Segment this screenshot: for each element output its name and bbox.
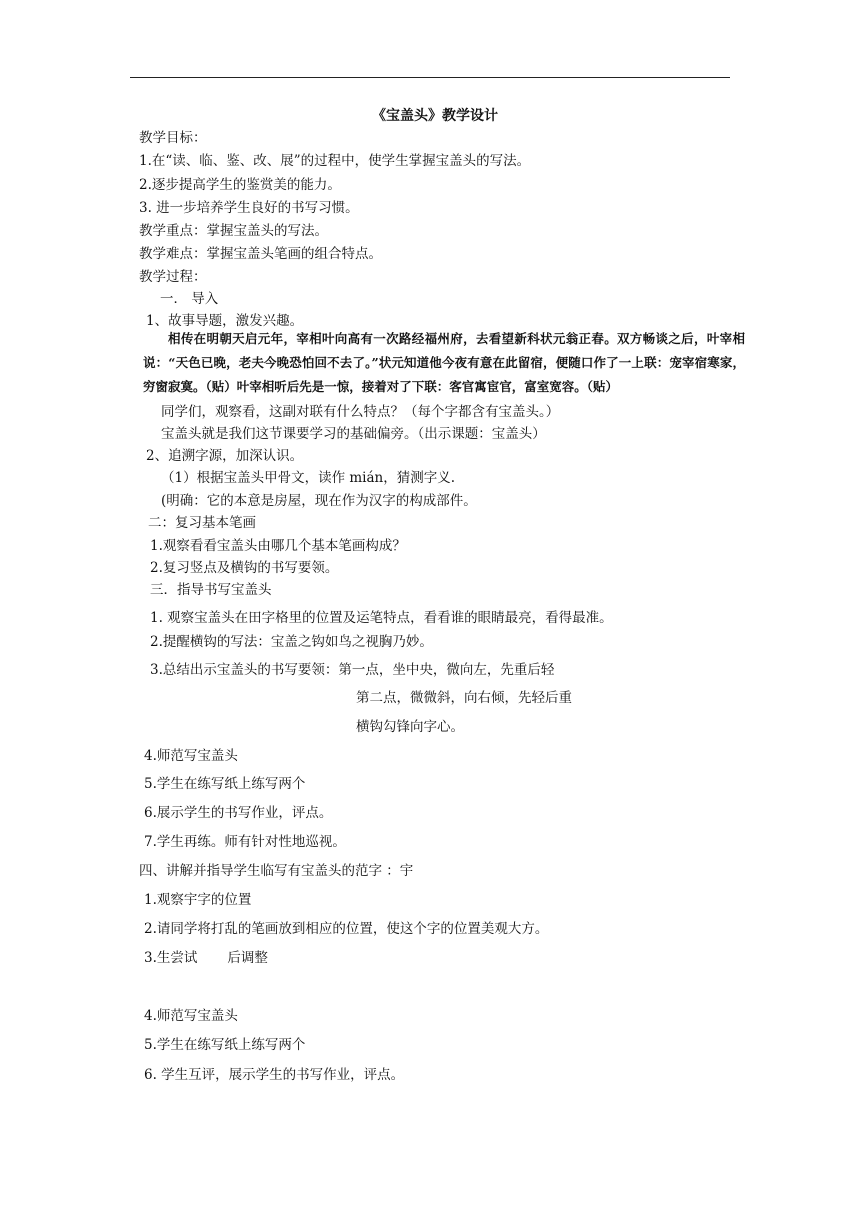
header-rule xyxy=(130,77,730,78)
story-paragraph: 相传在明朝天启元年，宰相叶向高有一次路经福州府，去看望新科状元翁正春。双方畅谈之后，叶宰相说：“天色已晚，老夫今晚恐怕回不去了。”状元知道他今夜有意在此留宿，便随口作了一上联：宠宰宿寒家，穷窗寂寞。（贴）叶宰相听后先是一惊，接着对了下联：客官寓宦官，富室宽容。（贴） xyxy=(143,331,745,394)
list-item: 1.观察宇字的位置 xyxy=(144,892,252,908)
section-heading: 二：复习基本笔画 xyxy=(148,515,256,531)
document-title: 《宝盖头》教学设计 xyxy=(372,108,498,124)
list-item: 2.复习竖点及横钩的书写要领。 xyxy=(150,560,339,576)
list-item: 5.学生在练写纸上练写两个 xyxy=(144,776,306,792)
list-item: 2.请同学将打乱的笔画放到相应的位置，使这个字的位置美观大方。 xyxy=(144,921,549,937)
list-item: 1、故事导题，激发兴趣。 xyxy=(146,313,304,329)
list-item: 第二点，微微斜，向右倾，先轻后重 xyxy=(356,690,572,706)
goal-item: 2.逐步提高学生的鉴赏美的能力。 xyxy=(139,177,341,193)
list-item: 2.提醒横钩的写法：宝盖之钩如鸟之视胸乃妙。 xyxy=(150,634,433,650)
list-item: 4.师范写宝盖头 xyxy=(144,748,238,764)
list-item: 4.师范写宝盖头 xyxy=(144,1008,238,1024)
goal-item: 1.在“读、临、鉴、改、展”的过程中，使学生掌握宝盖头的写法。 xyxy=(139,153,531,169)
key-point: 教学重点：掌握宝盖头的写法。 xyxy=(139,223,328,239)
list-item: 1.观察看看宝盖头由哪几个基本笔画构成？ xyxy=(150,538,406,554)
goals-heading: 教学目标： xyxy=(139,130,207,146)
section-heading: 一． 导入 xyxy=(160,291,219,307)
process-heading: 教学过程： xyxy=(139,269,207,285)
list-item: 2、追溯字源，加深认识。 xyxy=(146,448,304,464)
list-item: （1）根据宝盖头甲骨文，读作 mián，猜测字义. xyxy=(161,470,456,486)
paragraph: 同学们，观察看，这副对联有什么特点？（每个字都含有宝盖头。） xyxy=(161,404,560,420)
section-heading: 三．指导书写宝盖头 xyxy=(150,582,272,598)
list-item: 5.学生在练写纸上练写两个 xyxy=(144,1037,306,1053)
paragraph: 宝盖头就是我们这节课要学习的基础偏旁。（出示课题：宝盖头） xyxy=(161,426,546,442)
list-item: (明确：它的本意是房屋，现在作为汉字的构成部件。 xyxy=(161,493,477,509)
list-item: 1. 观察宝盖头在田字格里的位置及运笔特点，看看谁的眼睛最亮，看得最准。 xyxy=(150,610,613,626)
list-item: 横钩勾锋向字心。 xyxy=(356,719,464,735)
list-item: 6.展示学生的书写作业，评点。 xyxy=(144,805,333,821)
difficulty: 教学难点：掌握宝盖头笔画的组合特点。 xyxy=(139,246,382,262)
list-item: 3.生尝试 后调整 xyxy=(144,950,268,966)
list-item: 3.总结出示宝盖头的书写要领：第一点，坐中央，微向左，先重后轻 xyxy=(150,662,555,678)
list-item: 7.学生再练。师有针对性地巡视。 xyxy=(144,834,346,850)
section-heading: 四、讲解并指导学生临写有宝盖头的范字 ：宇 xyxy=(139,863,414,879)
goal-item: 3. 进一步培养学生良好的书写习惯。 xyxy=(139,200,359,216)
list-item: 6. 学生互评，展示学生的书写作业，评点。 xyxy=(144,1067,405,1083)
